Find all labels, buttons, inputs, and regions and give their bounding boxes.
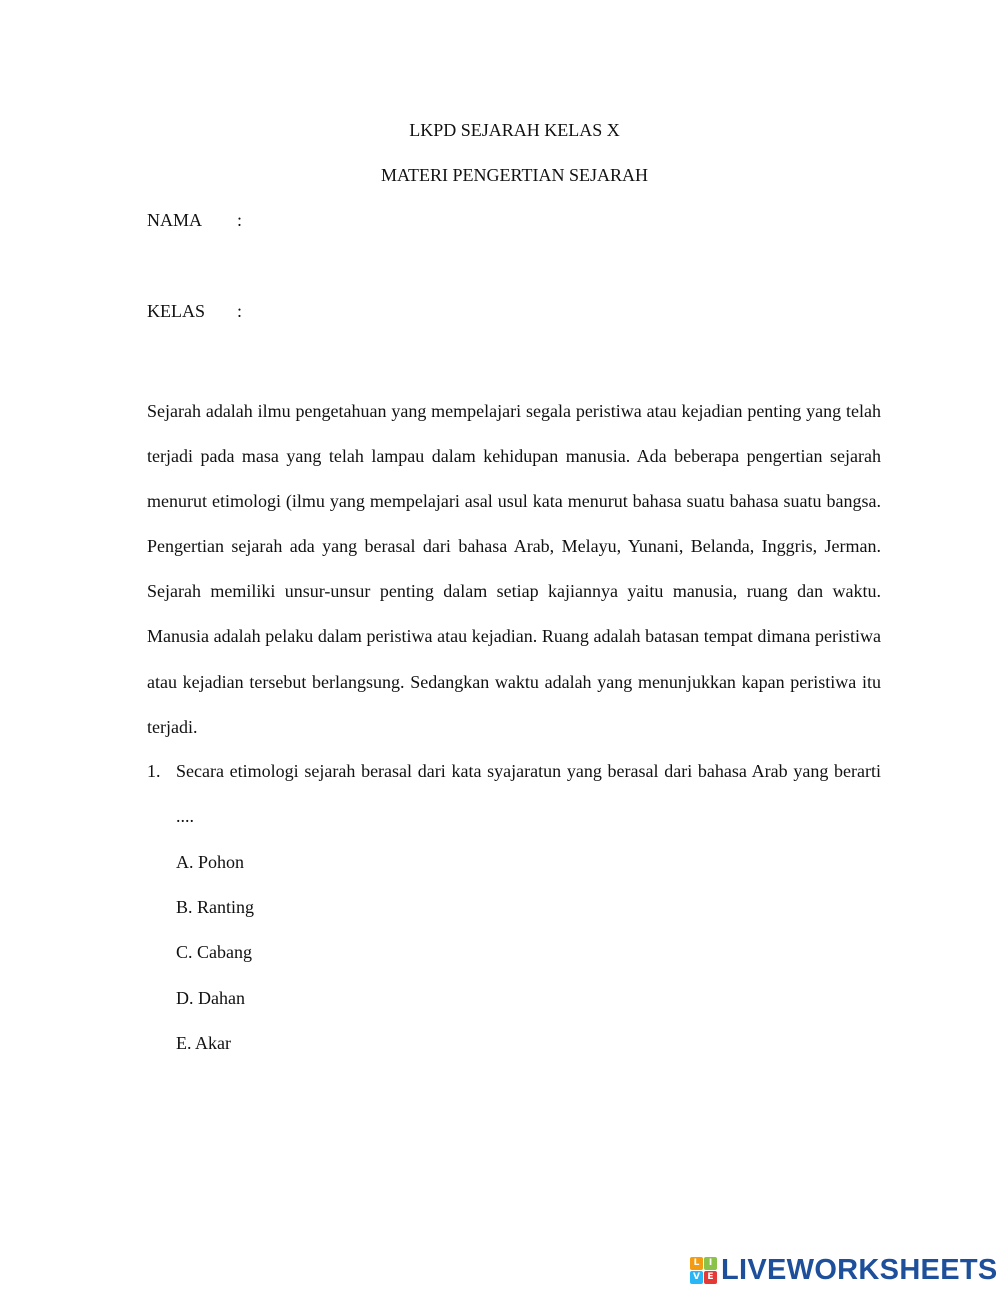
option-c[interactable]: C. Cabang xyxy=(176,942,252,963)
logo-letter-l: L xyxy=(690,1257,703,1270)
class-field xyxy=(147,300,242,322)
reading-paragraph: Sejarah adalah ilmu pengetahuan yang mempelajari segala peristiwa atau kejadian penting yang telah terjadi pada masa yang telah lampau dalam kehidupan manusia. Ada beberapa pengertian sejarah menurut etimologi (ilmu yang mempelajari asal usul kata menurut bahasa suatu bahasa suatu bangsa. Pengertian sejarah ada yang berasal dari bahasa Arab, Melayu, Yunani, Belanda, Inggris, Jerman. Sejarah memiliki unsur-unsur penting dalam setiap kajiannya yaitu manusia, ruang dan waktu. Manusia adalah pelaku dalam peristiwa atau kejadian. Ruang adalah batasan tempat dimana peristiwa atau kejadian tersebut berlangsung. Sedangkan waktu adalah yang menunjukkan kapan peristiwa itu terjadi. xyxy=(147,401,881,737)
name-field xyxy=(147,209,242,231)
logo-letter-i: I xyxy=(704,1257,717,1270)
question-number: 1. xyxy=(147,761,161,781)
option-b[interactable]: B. Ranting xyxy=(176,897,255,918)
logo-text: LIVEWORKSHEETS xyxy=(721,1253,998,1286)
question-text: Secara etimologi sejarah berasal dari kata syajaratun yang berasal dari bahasa Arab yang berarti .... xyxy=(176,761,881,827)
name-separator: : xyxy=(237,210,243,230)
name-label: NAMA xyxy=(147,210,203,230)
logo-letter-v: V xyxy=(690,1271,703,1284)
question-1 xyxy=(147,749,881,839)
logo-letter-e: E xyxy=(704,1271,717,1284)
worksheet-subtitle: MATERI PENGERTIAN SEJARAH xyxy=(381,165,648,185)
class-label: KELAS xyxy=(147,301,205,321)
liveworksheets-logo[interactable] xyxy=(690,1253,998,1287)
logo-mark-icon xyxy=(690,1257,717,1284)
option-a[interactable]: A. Pohon xyxy=(176,852,245,872)
answer-options xyxy=(176,840,254,1066)
option-e[interactable]: E. Akar xyxy=(176,1032,231,1053)
worksheet-title: LKPD SEJARAH KELAS X xyxy=(409,120,620,140)
class-separator: : xyxy=(237,301,243,321)
option-d[interactable]: D. Dahan xyxy=(176,987,245,1008)
